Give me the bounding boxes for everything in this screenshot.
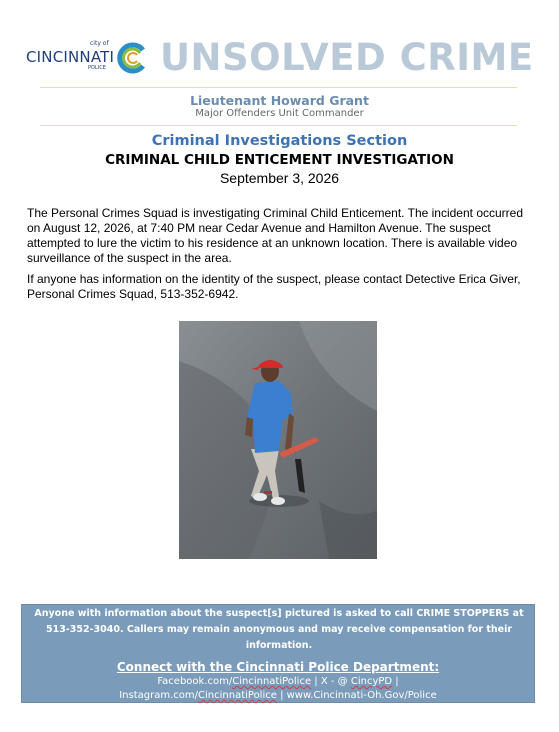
case-title: CRIMINAL CHILD ENTICEMENT INVESTIGATION [105, 152, 454, 168]
crime-stoppers-footer [21, 604, 535, 703]
notice-date: September 3, 2026 [219, 170, 340, 186]
logo-c-mark-icon [115, 41, 149, 75]
social-links [22, 675, 534, 703]
commander-title: Major Offenders Unit Commander [195, 108, 364, 119]
top-divider [40, 87, 517, 88]
contact-paragraph: If anyone has information on the identity of the suspect, please contact Detective Erica Giver, Personal Crimes Squad, 513-352-6942. [27, 272, 521, 301]
crime-stoppers-message: Anyone with information about the suspect[s] pictured is asked to call CRIME STOPPERS at 513-352-3040. Callers may remain anonymous and may receive compensation for their information. [34, 608, 524, 651]
commander-name: Lieutenant Howard Grant [190, 93, 369, 108]
connect-heading: Connect with the Cincinnati Police Department: [116, 660, 440, 674]
facebook-prefix: Facebook.com/ [157, 676, 233, 687]
instagram-prefix: Instagram.com/ [119, 690, 199, 701]
cincinnati-police-logo [26, 40, 156, 80]
incident-paragraph: The Personal Crimes Squad is investigating Criminal Child Enticement. The incident occurred on August 12, 2026, at 7:40 PM near Cedar Avenue and Hamilton Avenue. The suspect attempted to lure the victim to his residence at an unknown location. There is available video surveillance of the suspect in the area. [27, 206, 524, 265]
unsolved-crime-headline: UNSOLVED CRIME [160, 36, 534, 79]
section-title: Criminal Investigations Section [151, 133, 408, 149]
logo-city-name: CINCINNATI [26, 48, 115, 66]
x-prefix: | X - @ [311, 676, 351, 687]
facebook-link[interactable]: CincinnatiPolice [232, 676, 312, 687]
header [0, 30, 559, 85]
x-suffix: | [392, 676, 399, 687]
website-link[interactable]: | www.Cincinnati-Oh.Gov/Police [276, 690, 437, 701]
x-link[interactable]: CincyPD [350, 676, 393, 687]
suspect-photo [179, 321, 377, 559]
logo-city-text: city of [90, 40, 109, 47]
suspect-photo-image [179, 321, 377, 559]
instagram-link[interactable]: CincinnatiPolice [198, 690, 277, 701]
bottom-divider [40, 125, 517, 126]
logo-police-text: POLICE [88, 65, 106, 71]
